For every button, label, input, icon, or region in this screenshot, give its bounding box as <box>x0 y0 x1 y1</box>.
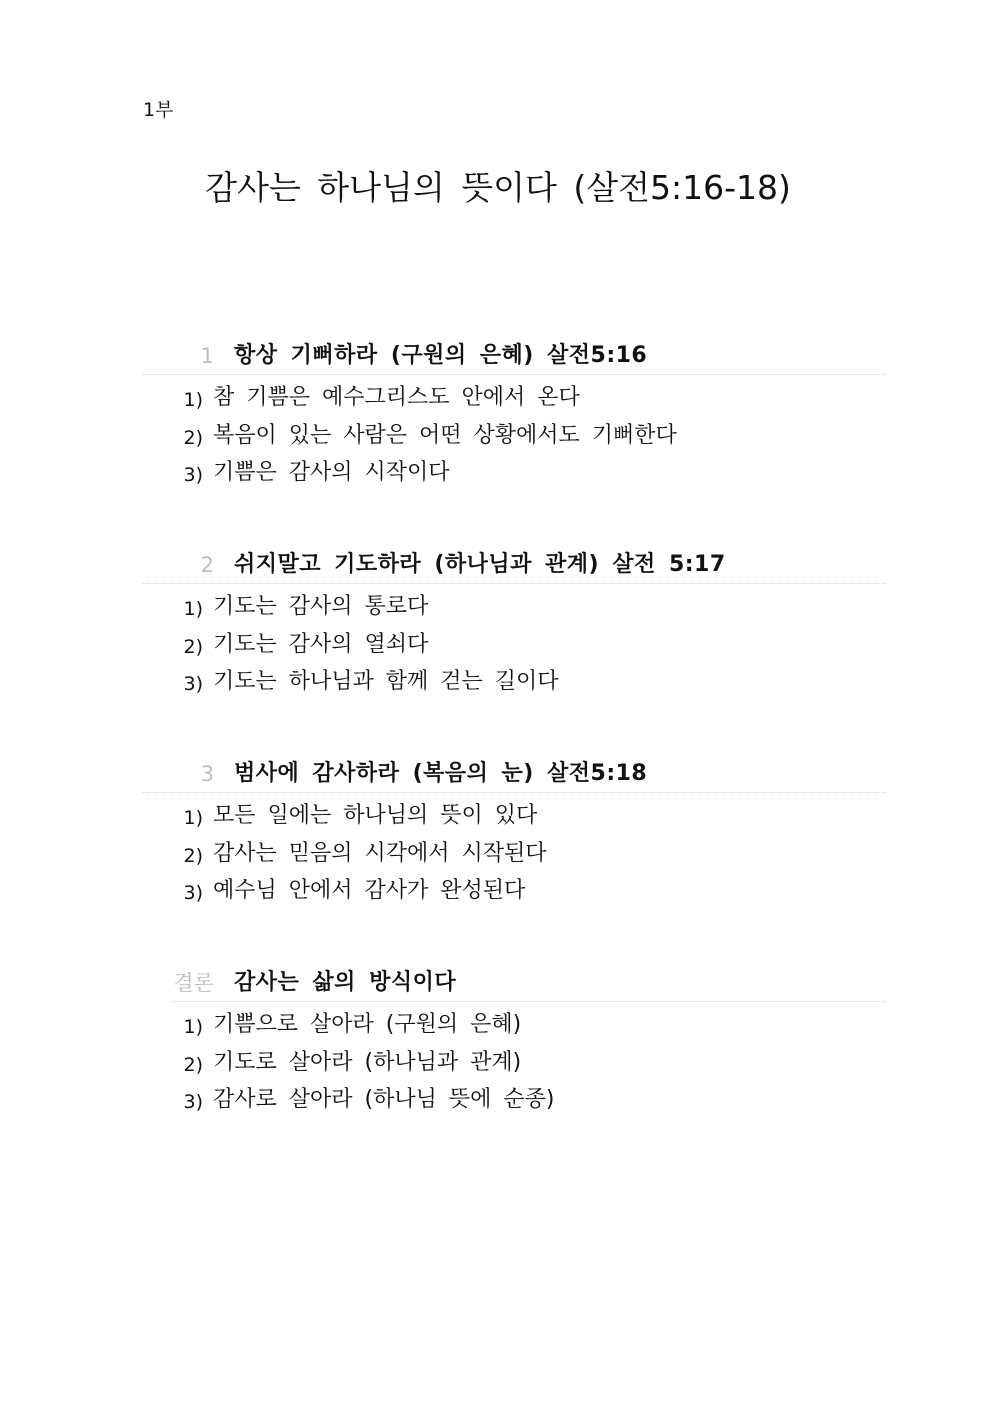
section-number: 3 <box>200 762 214 786</box>
section-divider <box>171 1001 886 1002</box>
section-header <box>143 545 886 581</box>
section-heading: 쉬지말고 기도하라 (하나님과 관계) 살전 5:17 <box>234 552 726 577</box>
section-list <box>143 801 886 914</box>
section-divider <box>143 792 886 793</box>
list-item <box>143 383 886 421</box>
item-text: 감사는 믿음의 시각에서 시작된다 <box>213 840 547 866</box>
list-item <box>143 458 886 496</box>
section-number: 2 <box>200 553 214 577</box>
section-divider <box>143 583 886 584</box>
list-item <box>143 801 886 839</box>
item-text: 참 기쁨은 예수그리스도 안에서 온다 <box>213 385 580 410</box>
list-item <box>143 1085 886 1123</box>
section-number: 결론 <box>173 971 214 995</box>
item-number: 1) <box>183 1016 203 1038</box>
item-number: 3) <box>183 464 203 486</box>
item-text: 기도로 살아라 (하나님과 관계) <box>213 1049 522 1075</box>
item-number: 2) <box>183 426 203 449</box>
list-item <box>143 1048 886 1086</box>
section-number: 1 <box>200 344 214 368</box>
item-text: 기도는 감사의 열쇠다 <box>213 631 429 657</box>
list-item <box>143 630 886 668</box>
item-text: 모든 일에는 하나님의 뜻이 있다 <box>213 803 538 828</box>
list-item <box>143 667 886 705</box>
section-header <box>143 963 886 999</box>
item-text: 기도는 감사의 통로다 <box>213 594 429 619</box>
section-2 <box>143 545 886 705</box>
list-item <box>143 592 886 630</box>
item-number: 2) <box>183 1053 203 1076</box>
item-number: 2) <box>183 635 203 658</box>
list-item <box>143 421 886 459</box>
list-item <box>143 876 886 914</box>
section-conclusion <box>143 963 886 1123</box>
section-header <box>143 336 886 372</box>
item-text: 기쁨은 감사의 시작이다 <box>213 460 450 485</box>
item-number: 1) <box>183 598 203 620</box>
item-number: 3) <box>183 882 203 904</box>
list-item <box>143 839 886 877</box>
item-text: 예수님 안에서 감사가 완성된다 <box>213 878 526 903</box>
section-list <box>143 592 886 705</box>
section-heading: 항상 기뻐하라 (구원의 은혜) 살전5:16 <box>234 343 648 368</box>
item-number: 3) <box>183 673 203 695</box>
section-1 <box>143 336 886 496</box>
section-heading: 범사에 감사하라 (복음의 눈) 살전5:18 <box>234 761 648 786</box>
item-number: 2) <box>183 844 203 867</box>
document-title: 감사는 하나님의 뜻이다 (살전5:16-18) <box>205 168 791 207</box>
section-heading: 감사는 삶의 방식이다 <box>234 970 457 995</box>
section-header <box>143 754 886 790</box>
item-number: 1) <box>183 807 203 829</box>
item-text: 복음이 있는 사람은 어떤 상황에서도 기뻐한다 <box>213 422 677 448</box>
part-label: 1부 <box>143 99 174 121</box>
list-item <box>143 1010 886 1048</box>
section-list <box>143 1010 886 1123</box>
item-text: 감사로 살아라 (하나님 뜻에 순종) <box>213 1087 555 1112</box>
item-text: 기쁨으로 살아라 (구원의 은혜) <box>213 1012 522 1037</box>
item-number: 1) <box>183 389 203 411</box>
item-text: 기도는 하나님과 함께 걷는 길이다 <box>213 669 559 694</box>
section-3 <box>143 754 886 914</box>
item-number: 3) <box>183 1091 203 1113</box>
section-list <box>143 383 886 496</box>
section-divider <box>143 374 886 375</box>
